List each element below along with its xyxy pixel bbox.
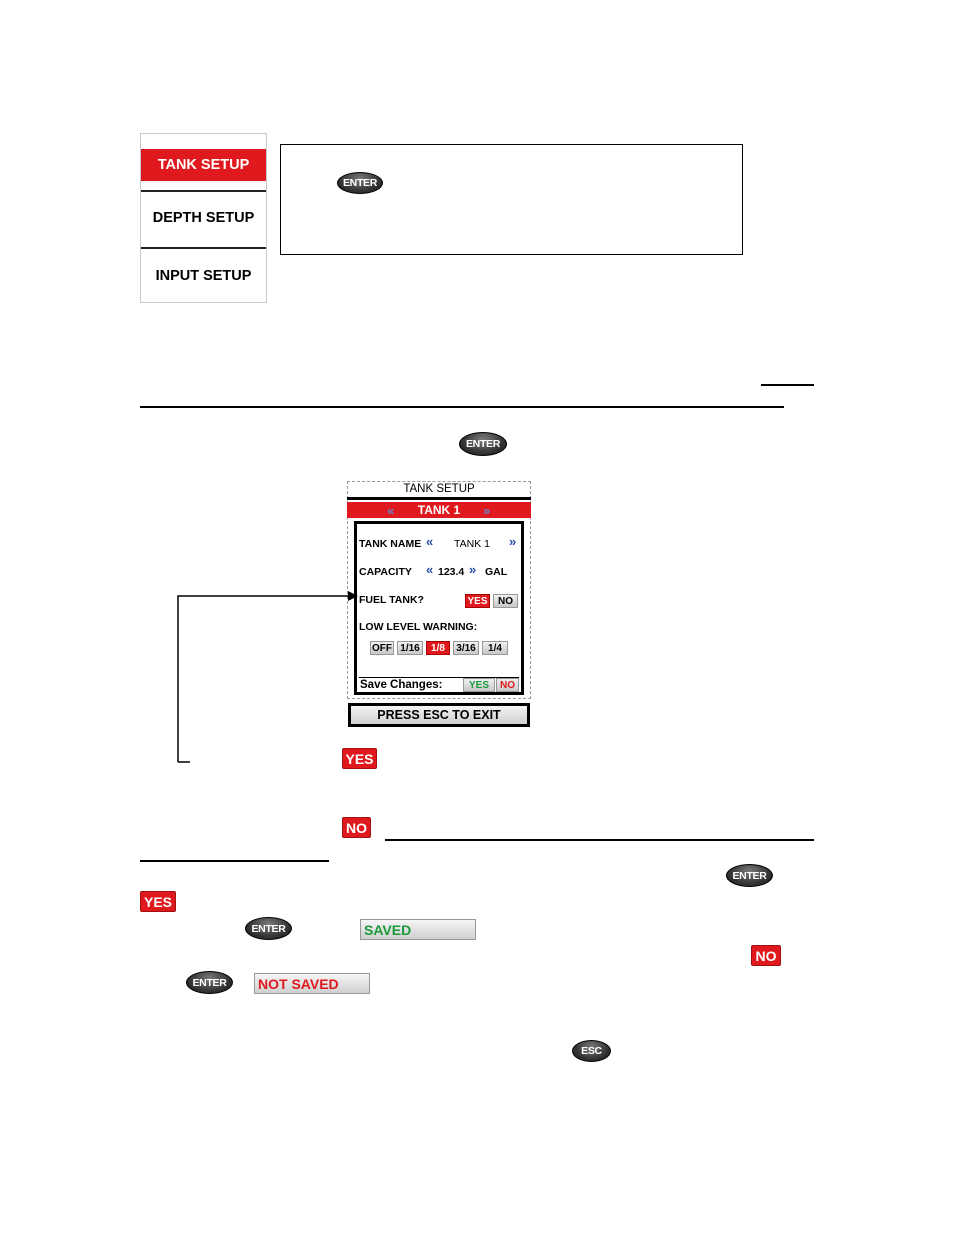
level-3-16-button[interactable]: 3/16 (453, 641, 479, 655)
tank-selector-bar[interactable] (347, 502, 531, 518)
enter-key-icon: ENTER (459, 432, 507, 456)
underline-rule (385, 839, 814, 841)
esc-key-icon: ESC (572, 1040, 611, 1062)
tank-selector-label: TANK 1 (417, 503, 461, 517)
capacity-value[interactable]: 123.4 (438, 566, 465, 578)
screen-title: TANK SETUP (403, 483, 475, 495)
save-changes-bar (359, 677, 519, 693)
no-badge: NO (751, 945, 781, 966)
tank-name-label: TANK NAME (359, 538, 422, 550)
enter-key-icon: ENTER (245, 917, 292, 940)
level-1-4-button[interactable]: 1/4 (482, 641, 508, 655)
menu-divider (141, 247, 266, 249)
connector-arrow (176, 590, 361, 766)
press-esc-exit-bar[interactable]: PRESS ESC TO EXIT (348, 703, 530, 727)
yes-badge: YES (140, 891, 176, 912)
menu-divider (141, 190, 266, 192)
enter-key-icon: ENTER (337, 172, 383, 194)
tank-setup-screen (347, 481, 531, 729)
enter-key-icon: ENTER (186, 971, 233, 994)
underline-rule (761, 384, 814, 386)
level-1-8-button[interactable]: 1/8 (426, 641, 450, 655)
yes-badge: YES (342, 748, 377, 769)
low-level-label: LOW LEVEL WARNING: (359, 621, 478, 633)
chevron-right-icon[interactable]: » (483, 502, 491, 518)
chevron-left-icon[interactable]: « (426, 562, 434, 577)
fuel-tank-yes-button[interactable]: YES (465, 594, 490, 608)
underline-rule (140, 860, 329, 862)
chevron-left-icon[interactable]: « (387, 502, 395, 518)
save-changes-label: Save Changes: (360, 679, 443, 691)
capacity-unit: GAL (485, 566, 508, 578)
not-saved-status-bar: NOT SAVED (254, 973, 370, 994)
save-yes-button[interactable]: YES (463, 678, 495, 692)
tank-name-value[interactable]: TANK 1 (454, 538, 490, 550)
level-off-button[interactable]: OFF (372, 642, 392, 654)
no-badge: NO (342, 817, 371, 838)
saved-status-bar: SAVED (360, 919, 476, 940)
chevron-right-icon[interactable]: » (509, 534, 517, 549)
setup-menu (140, 133, 267, 303)
menu-item-input-setup[interactable]: INPUT SETUP (155, 268, 252, 284)
chevron-left-icon[interactable]: « (426, 534, 434, 549)
settings-panel (354, 521, 524, 695)
fuel-tank-no-button[interactable]: NO (493, 594, 518, 608)
enter-key-icon: ENTER (726, 864, 773, 887)
level-1-16-button[interactable]: 1/16 (397, 641, 423, 655)
menu-item-depth-setup[interactable]: DEPTH SETUP (152, 210, 255, 226)
screen-divider (347, 497, 531, 500)
underline-rule (140, 406, 784, 408)
info-box (280, 144, 743, 255)
menu-item-tank-setup[interactable]: TANK SETUP (141, 149, 266, 181)
save-no-button[interactable]: NO (496, 678, 519, 692)
fuel-tank-label: FUEL TANK? (359, 594, 424, 606)
chevron-right-icon[interactable]: » (469, 562, 477, 577)
capacity-label: CAPACITY (359, 566, 412, 578)
